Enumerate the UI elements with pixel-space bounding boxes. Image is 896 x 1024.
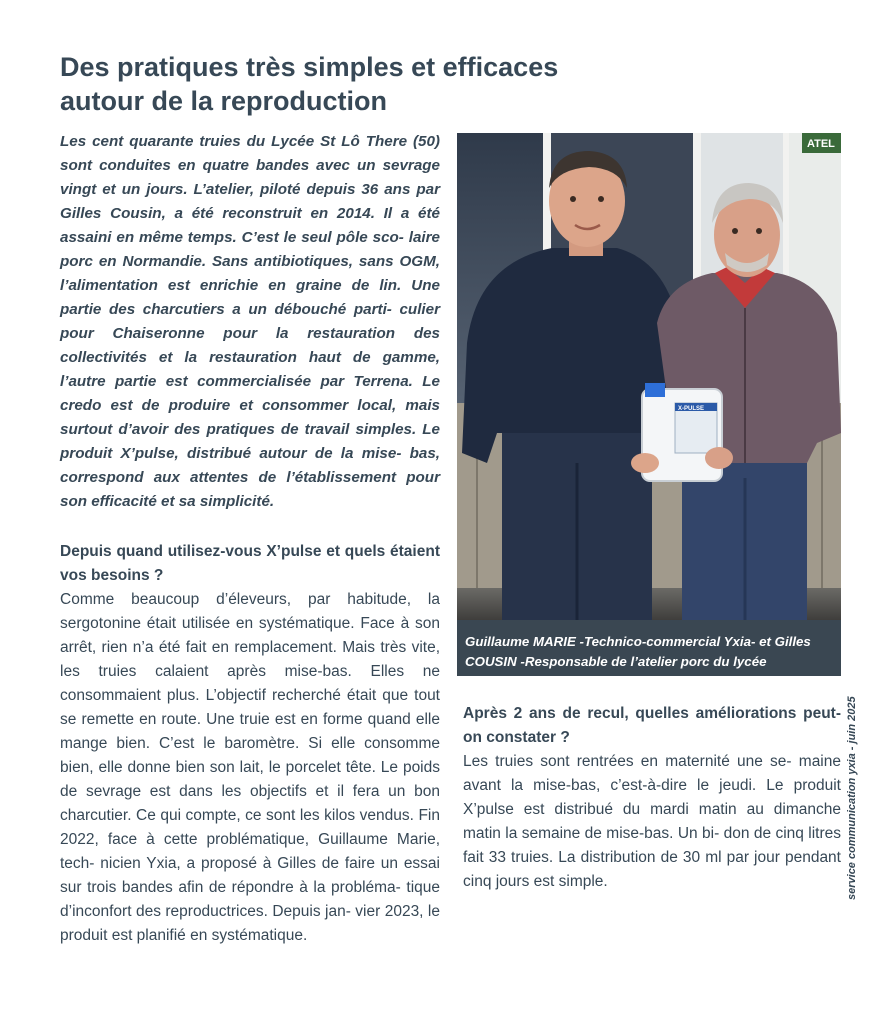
article-title: Des pratiques très simples et efficaces autour de la reproduction	[60, 52, 559, 116]
photo-illustration	[457, 133, 841, 620]
product-canister	[631, 383, 733, 481]
photo-sign-text: ATEL	[807, 138, 835, 150]
credit-vertical	[846, 690, 862, 900]
article-intro: Les cent quarante truies du Lycée St Lô There (50) sont conduites en quatre bandes avec un sevrage vingt et un jours. L’atelier, piloté depuis 36 ans par Gilles Cousin, a été reconstruit en 2014. Il a été assaini en même temps. C’est le seul pôle sco- laire porc en Normandie. Sans antibiotiques, sans OGM, l’alimentation est enrichie en graine de lin. Une partie des charcutiers a un débouché parti- culier pour Chaiseronne pour la restauration des collectivités et la restauration haut de gamme, l’autre partie est commercialisée par Terrena. Le credo est de produire et consommer local, mais surtout d’avoir des pratiques de travail simples. Le produit X’pulse, distribué autour de la mise- bas, correspond aux attentes de l’établissement pour son efficacité et sa simplicité.	[60, 133, 440, 510]
photo-caption: Guillaume MARIE -Technico-commercial Yxia- et Gilles COUSIN -Responsable de l’atelier porc du lycée	[457, 620, 841, 676]
answer-2: Les truies sont rentrées en maternité une se- maine avant la mise-bas, c’est-à-dire le jeudi. Le produit X’pulse est distribué du mardi matin au dimanche matin la semaine de mise-bas. Un bi- don de cinq litres fait 33 truies. La distribution de 30 ml par jour pendant cinq jours est simple.	[463, 753, 841, 890]
credit-text: service communication yxia - juin 2025	[846, 696, 858, 900]
answer-1: Comme beaucoup d’éleveurs, par habitude, la sergotonine était utilisée en systématique. Face à son arrêt, rien n’a été fait en remplacement. Mais très vite, les truies calaient après mise-bas. Elles ne consommaient plus. L’objectif recherché était que tout se remette en route. Une truie est en forme quand elle mange bien. C’est le baromètre. Si elle consomme bien, elle donne bien son lait, le porcelet tête. Le poids de sevrage est dans les objectifs et il fera un bon charcutier. Ce qui compte, ce sont les kilos vendus. Fin 2022, face à cette problématique, Guillaume Marie, tech- nicien Yxia, a proposé à Gilles de faire un essai sur trois bandes afin de répondre à la probléma- tique d’inconfort des reproductrices. Depuis jan- vier 2023, le produit est planifié en systématique.	[60, 591, 440, 944]
question-1: Depuis quand utilisez-vous X’pulse et quels étaient vos besoins ?	[60, 543, 440, 584]
article-photo	[457, 133, 841, 620]
canister-label-text: X-PULSE	[678, 406, 705, 412]
question-2: Après 2 ans de recul, quelles améliorations peut-on constater ?	[463, 705, 841, 746]
